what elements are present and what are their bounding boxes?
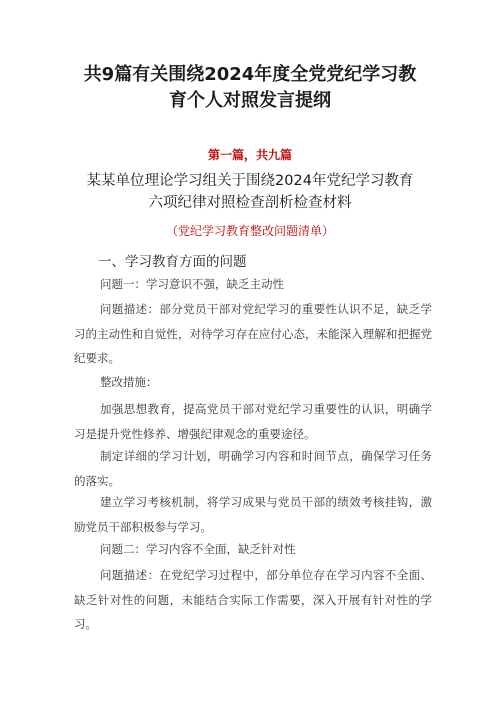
problem-2-description: 问题描述：在党纪学习过程中，部分单位存在学习内容不全面、缺乏针对性的问题，未能结合实际工作需要，深入开展有针对性的学习。	[74, 568, 432, 631]
measure-1: 加强思想教育，提高党员干部对党纪学习重要性的认识，明确学习是提升党性修养、增强纪律观念的重要途径。	[74, 402, 432, 441]
problem-2-title: 问题二：学习内容不全面，缺乏针对性	[100, 542, 296, 556]
problem-1-title: 问题一：学习意识不强，缺乏主动性	[100, 277, 284, 291]
section-heading: 一、学习教育方面的问题	[98, 254, 247, 270]
chapter-label: 第一篇，共九篇	[207, 148, 292, 162]
measures-label: 整改措施：	[100, 375, 158, 389]
document-title-line-2: 育个人对照发言提纲	[169, 90, 331, 111]
subtitle-line-2: 六项纪律对照检查剖析检查材料	[148, 195, 352, 211]
rectification-list-label: （党纪学习教育整改问题清单）	[165, 224, 334, 238]
problem-1-description: 问题描述：部分党员干部对党纪学习的重要性认识不足，缺乏学习的主动性和自觉性，对待学习存在应付心态，未能深入理解和把握党纪要求。	[74, 302, 432, 365]
measure-2: 制定详细的学习计划，明确学习内容和时间节点，确保学习任务的落实。	[74, 449, 432, 488]
measure-3: 建立学习考核机制，将学习成果与党员干部的绩效考核挂钩，激励党员干部积极参与学习。	[74, 495, 432, 534]
document-title-line-1: 共9篇有关围绕2024年度全党党纪学习教	[83, 64, 417, 85]
subtitle-line-1: 某某单位理论学习组关于围绕2024年党纪学习教育	[86, 173, 414, 189]
